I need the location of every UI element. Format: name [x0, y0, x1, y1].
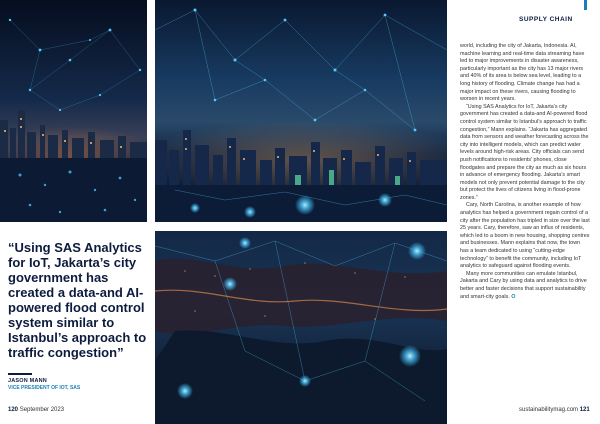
body-paragraph-1: world, including the city of Jakarta, Indonesia. AI, machine learning and real-time data streaming have led to major improvements in disaster awareness, particularly important as the city has 13 major rivers and 40% of its area is below sea level, leading to a long history of flooding. Climate change has had a major impact on these rivers, causing flooding to worsen in recent years. — [460, 43, 585, 103]
author-name: JASON MANN — [8, 378, 47, 384]
city-network-photo-bottom — [155, 231, 447, 424]
body-paragraph-2: “Using SAS Analytics for IoT, Jakarta’s city government has created a data-and AI-powered flood control system similar to Istanbul’s approach to traffic congestion,” Mann explains. “Jakarta has aggregated data from sensors and weather forecasting across the city into intelligent models, which can predict water levels around high-risk areas. City officials can send push notifications to residents’ phones, close floodgates and prepare the city as much as six hours in advance of emergency flooding. Jakarta’s smart models not only prevent potential damage to the city but protect the lives of citizens living in flood-prone zones.” — [460, 103, 589, 201]
pull-quote: “Using SAS Analytics for IoT, Jakarta’s city government has created a data-and AI-powered flood control system similar to Istanbul’s approach to traffic congestion” — [8, 240, 147, 360]
section-tab — [584, 0, 587, 10]
site-url: sustainabilitymag.com — [519, 407, 579, 413]
end-mark-icon: O — [511, 293, 516, 300]
body-paragraph-4-text: Many more communities can emulate Istanbul, Jakarta and Cary by using data and analytics to drive better and faster decisions that support sustainability and smart-city goals. — [460, 270, 587, 300]
body-paragraph-3: Cary, North Carolina, is another example of how analytics has helped a government regain control of a city after the population has tripled in size over the last 25 years. Cary, therefore, saw an influx of residents, which led to a boom in new housing, shopping centres and businesses. Mann explains that now, the town has a team dedicated to using “cutting-edge technology” to benefit the community, including IoT analytics to safeguard against flooding events. — [460, 202, 590, 270]
body-paragraph-4 — [460, 271, 590, 301]
section-label: SUPPLY CHAIN — [519, 16, 573, 23]
footer-right — [519, 407, 590, 413]
page-number-right: 121 — [579, 407, 590, 413]
issue-date: September 2023 — [19, 407, 65, 413]
city-network-photo-left — [0, 0, 147, 222]
author-divider — [8, 373, 32, 375]
city-network-photo-top — [155, 0, 447, 222]
page-number-left: 120 — [8, 407, 19, 413]
footer-left — [8, 407, 64, 413]
article-body — [460, 43, 590, 301]
author-role: VICE PRESIDENT OF IOT, SAS — [8, 385, 81, 391]
